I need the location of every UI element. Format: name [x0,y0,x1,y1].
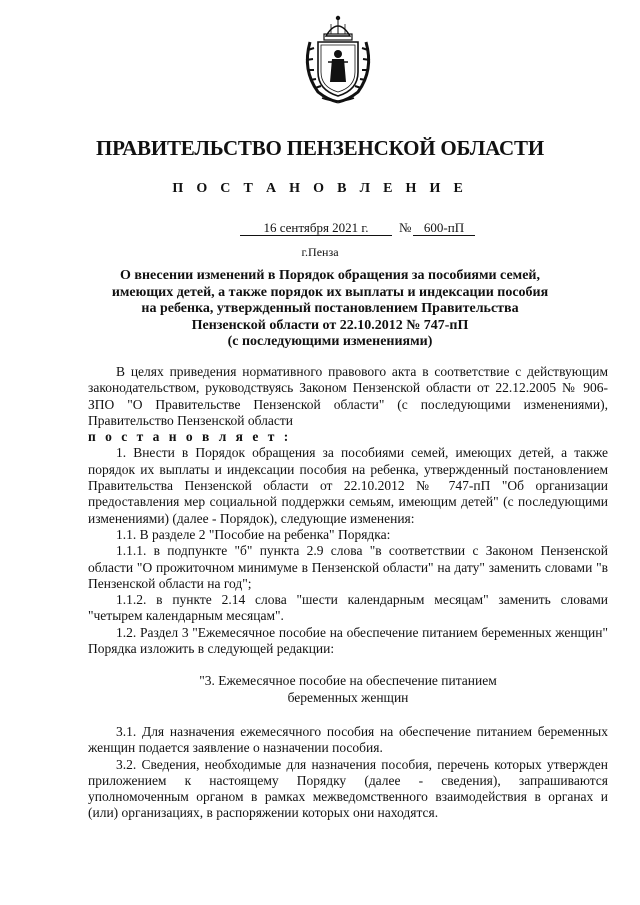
title-line: (с последующими изменениями) [227,334,433,349]
document-number: 600-пП [413,220,475,236]
section-title [88,673,608,706]
penza-coat-of-arms-icon [300,12,376,104]
title-line: Пензенской области от 22.10.2012 № 747-пП [191,317,469,333]
preamble-paragraph: В целях приведения нормативного правового акта в соответствие с действующим законодательством, руководствуясь Законом Пензенской области от 22.12.2005 № 906-ЗПО "О Правительстве Пензенской области" (с последующими изменениями), Правительство Пензенской области [88,364,608,428]
document-title [100,268,560,351]
paragraph-1-1: 1.1. В разделе 2 "Пособие на ребенка" Порядка: [116,526,391,542]
resolves-text: п о с т а н о в л я е т : [88,429,292,445]
resolves-word [88,429,608,445]
organization-name: ПРАВИТЕЛЬСТВО ПЕНЗЕНСКОЙ ОБЛАСТИ [96,136,544,160]
title-line: имеющих детей, а также порядок их выплаты и индексации пособия [111,284,549,300]
date-number-line [0,220,640,238]
paragraph-3-1: 3.1. Для назначения ежемесячного пособия на обеспечение питанием беременных женщин подается заявление о назначении пособия. [88,723,608,756]
document-body [88,364,608,822]
paragraph-1: 1. Внести в Порядок обращения за пособиями семей, имеющих детей, а также порядок их выплаты и индексации пособия на ребенка, утвержденный постановлением Правительства Пензенской области от 22.10.2012 № 747-пП "Об организации предоставления мер социальной поддержки семьям, имеющим детей" (с последующими изменениями) (далее - Порядок), следующие изменения: [88,445,608,526]
title-line: на ребенка, утвержденный постановлением Правительства [141,301,519,316]
title-line: О внесении изменений в Порядок обращения за пособиями семей, [120,268,540,283]
document-date: 16 сентября 2021 г. [240,220,392,236]
paragraph-1-1-1: 1.1.1. в подпункте "б" пункта 2.9 слова "в соответствии с Законом Пензенской области "О прожиточном минимуме в Пензенской области" на дату" заменить словами "в Пензенской области на год"; [88,543,608,591]
paragraph-3-2: 3.2. Сведения, необходимые для назначения пособия, перечень которых утвержден приложением к настоящему Порядку (далее - сведения), запрашиваются уполномоченным органом в рамках межведомственного взаимодействия в органах и (или) организациях, в распоряжении которых они находятся. [88,756,608,821]
number-symbol: № [399,220,412,235]
section-title-line: беременных женщин [287,689,409,705]
paragraph-1-1-2: 1.1.2. в пункте 2.14 слова "шести календарным месяцам" заменить словами "четырем календарным месяцам". [88,592,608,624]
document-type: П О С Т А Н О В Л Е Н И Е [172,181,468,196]
section-title-line: "3. Ежемесячное пособие на обеспечение питанием [199,673,497,689]
paragraph-1-2: 1.2. Раздел 3 "Ежемесячное пособие на обеспечение питанием беременных женщин" Порядка изложить в следующей редакции: [88,624,608,657]
city-name: г.Пенза [301,245,339,259]
